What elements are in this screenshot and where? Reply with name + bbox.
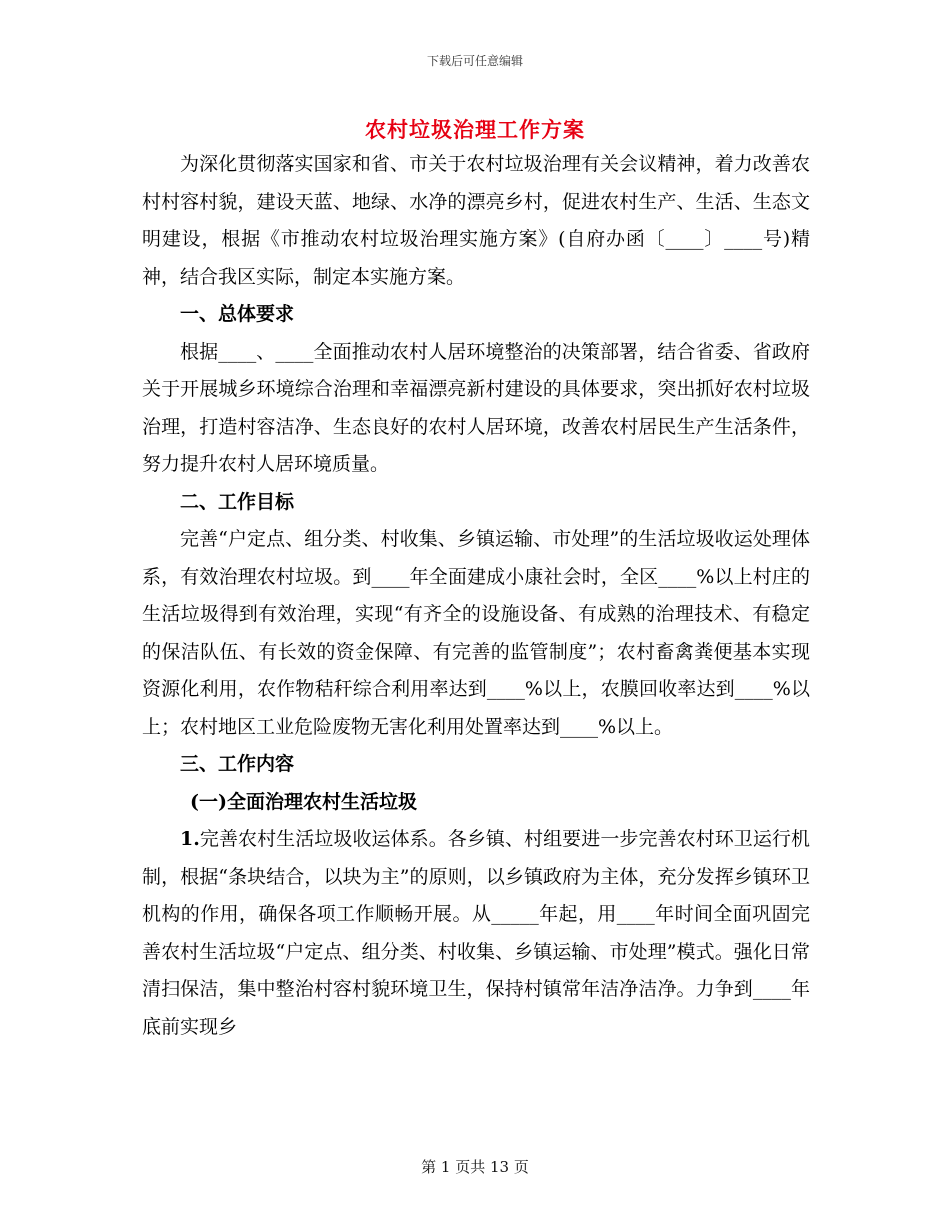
document-title: 农村垃圾治理工作方案 bbox=[365, 117, 585, 142]
item-1-text: 完善农村生活垃圾收运体系。各乡镇、村组要进一步完善农村环卫运行机制，根据“条块结合，以块为主”的原则，以乡镇政府为主体，充分发挥乡镇环卫机构的作用，确保各项工作顺畅开展。从_____年起，用____年时间全面巩固完善农村生活垃圾“户定点、组分类、村收集、乡镇运输、市处理”模式。强化日常清扫保洁，集中整治村容村貌环境卫生，保持村镇常年洁净洁净。力争到____年底前实现乡 bbox=[142, 828, 810, 1038]
section-heading-work-content: 三、工作内容 bbox=[180, 753, 295, 775]
section-heading-work-goals: 二、工作目标 bbox=[180, 490, 295, 513]
document-body bbox=[142, 146, 810, 1046]
intro-paragraph: 为深化贯彻落实国家和省、市关于农村垃圾治理有关会议精神，着力改善农村村容村貌，建设天蓝、地绿、水净的漂亮乡村，促进农村生产、生活、生态文明建设，根据《市推动农村垃圾治理实施方案》(自府办函〔____〕____号)精神，结合我区实际，制定本实施方案。 bbox=[142, 153, 810, 288]
work-goals-paragraph: 完善“户定点、组分类、村收集、乡镇运输、市处理”的生活垃圾收运处理体系，有效治理农村垃圾。到____年全面建成小康社会时，全区____%以上村庄的生活垃圾得到有效治理，实现“有齐全的设施设备、有成熟的治理技术、有稳定的保洁队伍、有长效的资金保障、有完善的监管制度”；农村畜禽粪便基本实现资源化利用，农作物秸秆综合利用率达到____%以上，农膜回收率达到____%以上；农村地区工业危险废物无害化利用处置率达到____%以上。 bbox=[142, 528, 810, 738]
page-footer: 第 1 页共 13 页 bbox=[421, 1158, 529, 1176]
section-heading-general-requirements: 一、总体要求 bbox=[180, 303, 295, 325]
item-1-paragraph bbox=[142, 821, 810, 1046]
general-requirements-paragraph: 根据____、____全面推动农村人居环境整治的决策部署，结合省委、省政府关于开展城乡环境综合治理和幸福漂亮新村建设的具体要求，突出抓好农村垃圾治理，打造村容洁净、生态良好的农村人居环境，改善农村居民生产生活条件，努力提升农村人居环境质量。 bbox=[142, 340, 810, 475]
header-note: 下载后可任意编辑 bbox=[426, 54, 523, 68]
item-1-number: 1. bbox=[180, 828, 200, 850]
subsection-heading-household-waste: (一)全面治理农村生活垃圾 bbox=[190, 790, 417, 813]
